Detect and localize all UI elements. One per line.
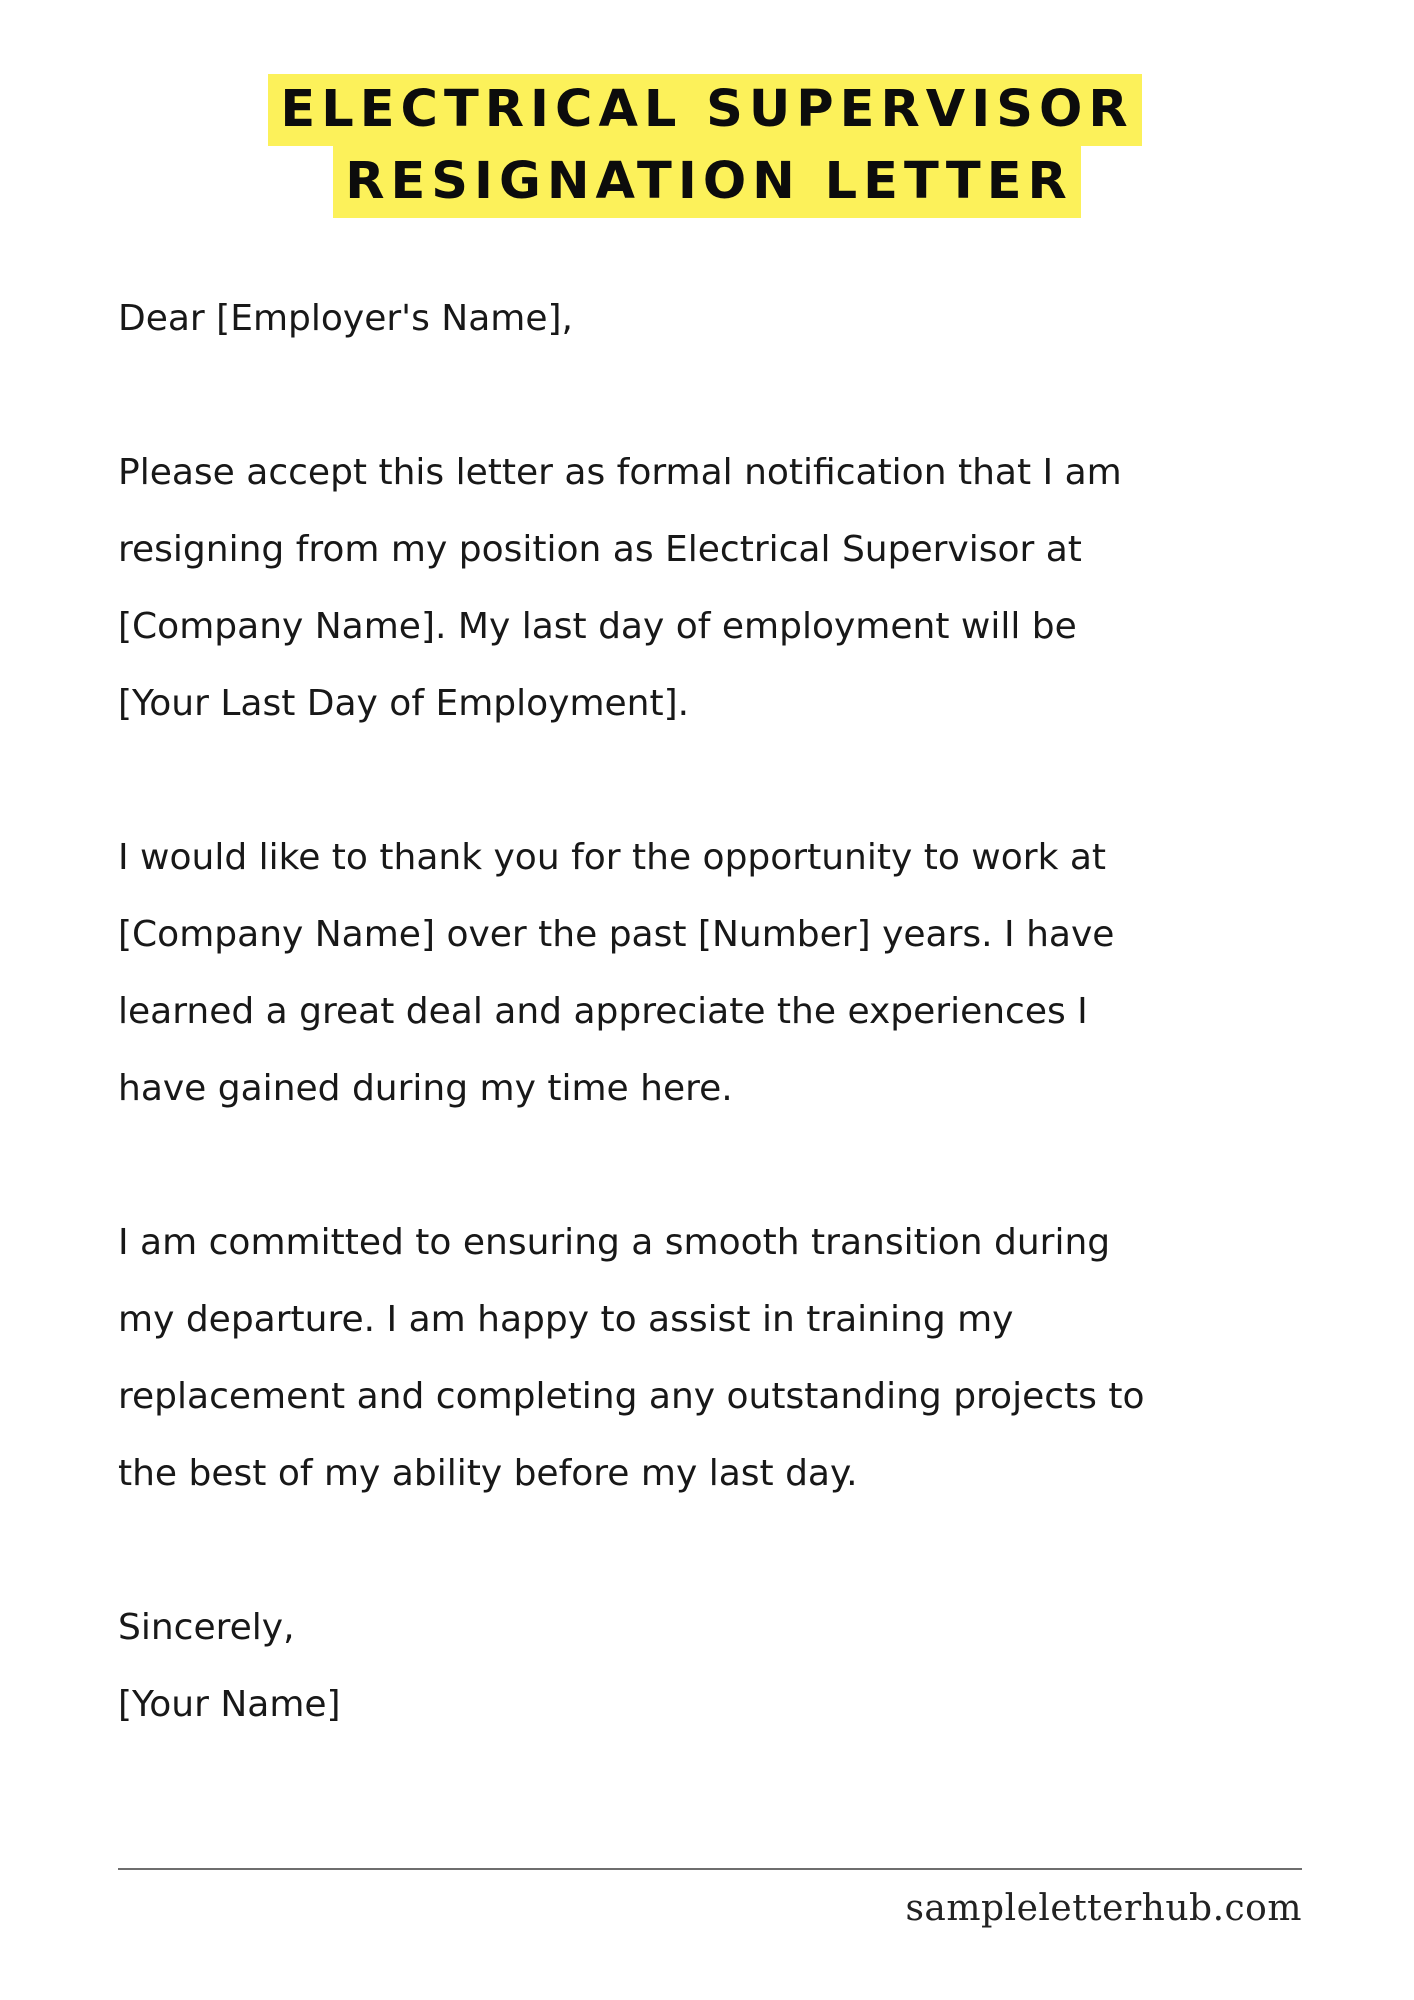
paragraph-spacer (118, 1127, 1338, 1204)
paragraph-line: resigning from my position as Electrical Supervisor at (118, 529, 1082, 570)
paragraph-spacer (118, 357, 1338, 434)
paragraph-line: Please accept this letter as formal notification that I am (118, 452, 1122, 493)
paragraph-line: [Company Name] over the past [Number] years. I have (118, 914, 1115, 955)
paragraph-line: my departure. I am happy to assist in training my (118, 1299, 1014, 1340)
title-line-1: ELECTRICAL SUPERVISOR (268, 74, 1141, 146)
paragraph-1 (118, 434, 1338, 742)
paragraph-line: the best of my ability before my last day. (118, 1453, 858, 1494)
paragraph-2 (118, 819, 1338, 1127)
letter-body (118, 280, 1338, 1743)
paragraph-line: [Company Name]. My last day of employment will be (118, 606, 1077, 647)
letter-title (0, 74, 1414, 218)
closing: Sincerely, (118, 1607, 295, 1648)
footer-divider (118, 1868, 1302, 1870)
paragraph-3 (118, 1204, 1338, 1512)
paragraph-spacer (118, 742, 1338, 819)
paragraph-line: have gained during my time here. (118, 1068, 733, 1109)
signature: [Your Name] (118, 1684, 341, 1725)
paragraph-line: [Your Last Day of Employment]. (118, 683, 690, 724)
paragraph-spacer (118, 1512, 1338, 1589)
title-line-2: RESIGNATION LETTER (333, 146, 1081, 218)
paragraph-line: I would like to thank you for the opportunity to work at (118, 837, 1107, 878)
paragraph-line: learned a great deal and appreciate the experiences I (118, 991, 1088, 1032)
paragraph-line: replacement and completing any outstanding projects to (118, 1376, 1145, 1417)
website-footer: sampleletterhub.com (905, 1888, 1302, 1929)
salutation: Dear [Employer's Name], (118, 298, 573, 339)
paragraph-line: I am committed to ensuring a smooth transition during (118, 1222, 1111, 1263)
